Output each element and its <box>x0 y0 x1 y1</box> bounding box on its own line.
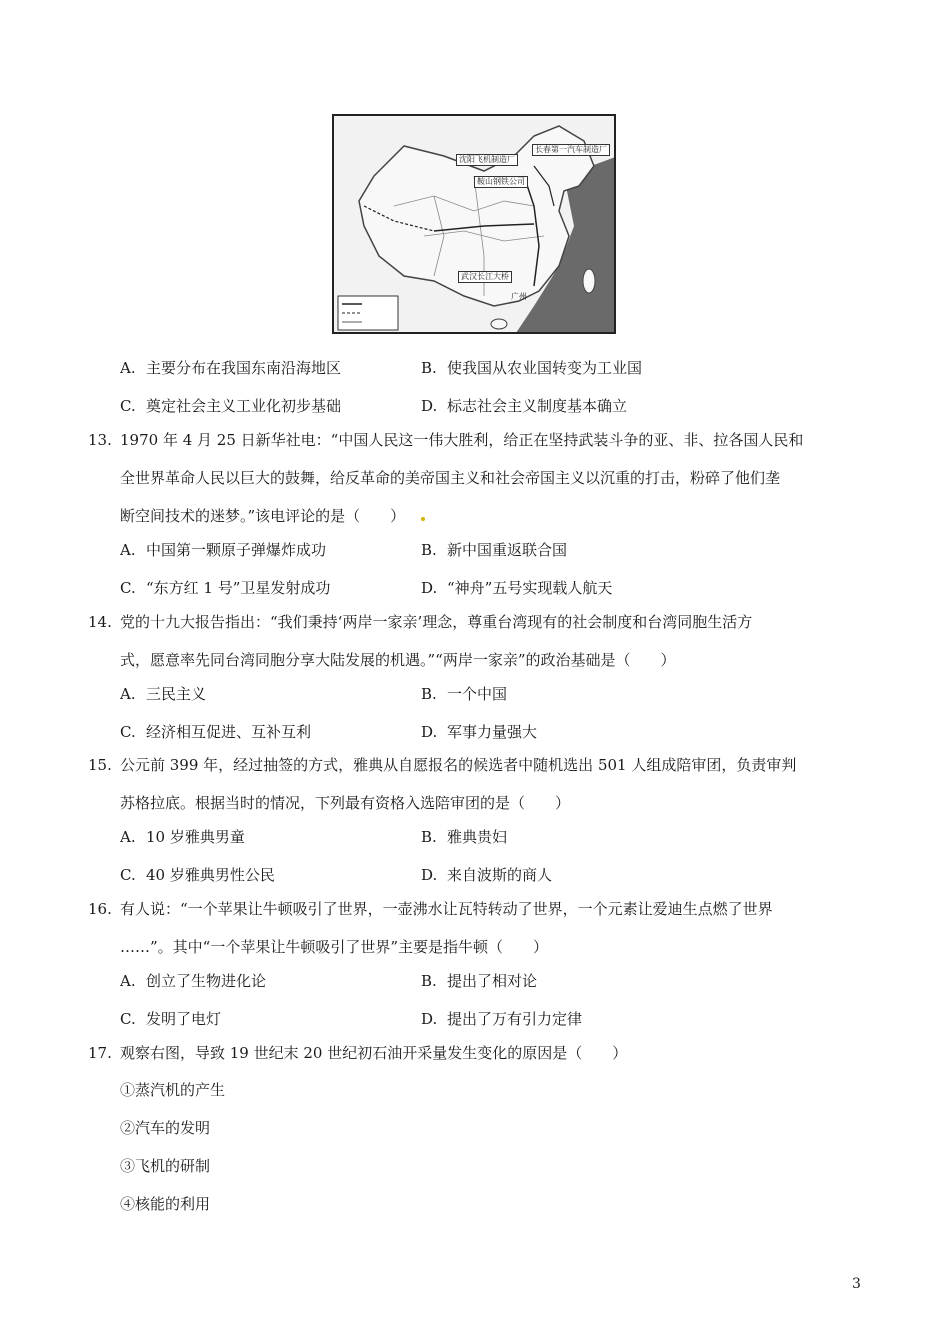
q14-number: 14. <box>88 613 112 631</box>
q14-option-a: A. 三民主义 <box>120 685 207 703</box>
q14-option-b: B. 一个中国 <box>421 685 508 703</box>
map-label-wuhan: 武汉长江大桥 <box>458 271 512 283</box>
q13-number: 13. <box>88 431 112 449</box>
map-label-shenyang: 沈阳飞机制造厂 <box>456 154 518 166</box>
q13-option-a: A. 中国第一颗原子弹爆炸成功 <box>120 541 327 559</box>
q17-number: 17. <box>88 1044 112 1062</box>
q17-item-4: ④核能的利用 <box>120 1195 211 1213</box>
stray-mark <box>421 517 425 521</box>
q14-option-c: C. 经济相互促进、互补互利 <box>120 723 312 741</box>
q13-stem-line-3: 断空间技术的迷梦。”该电评论的是（ ） <box>120 507 406 525</box>
map-label-guangzhou: 广州 <box>511 292 527 301</box>
map-label-anshan: 鞍山钢铁公司 <box>474 176 528 188</box>
q15-stem-line-1: 公元前 399 年，经过抽签的方式，雅典从自愿报名的候选者中随机选出 501 人组成陪审团，负责审判 <box>120 756 797 774</box>
q14-option-d: D. 军事力量强大 <box>421 723 538 741</box>
q12-option-d: D. 标志社会主义制度基本确立 <box>421 397 628 415</box>
q12-option-b: B. 使我国从农业国转变为工业国 <box>421 359 643 377</box>
q17-item-2: ②汽车的发明 <box>120 1119 211 1137</box>
q16-stem-line-1: 有人说：“一个苹果让牛顿吸引了世界，一壶沸水让瓦特转动了世界，一个元素让爱迪生点燃了世界 <box>120 900 773 918</box>
q13-option-d: D. “神舟”五号实现载人航天 <box>421 579 613 597</box>
q15-stem-line-2: 苏格拉底。根据当时的情况，下列最有资格入选陪审团的是（ ） <box>120 794 571 812</box>
q13-option-b: B. 新中国重返联合国 <box>421 541 568 559</box>
q17-item-3: ③飞机的研制 <box>120 1157 211 1175</box>
q15-number: 15. <box>88 756 112 774</box>
q13-stem-line-2: 全世界革命人民以巨大的鼓舞，给反革命的美帝国主义和社会帝国主义以沉重的打击，粉碎了他们垄 <box>120 469 781 487</box>
page-number: 3 <box>852 1276 861 1292</box>
q16-number: 16. <box>88 900 112 918</box>
q15-option-d: D. 来自波斯的商人 <box>421 866 553 884</box>
q16-option-b: B. 提出了相对论 <box>421 972 538 990</box>
q15-option-b: B. 雅典贵妇 <box>421 828 508 846</box>
q16-option-a: A. 创立了生物进化论 <box>120 972 267 990</box>
q13-option-c: C. “东方红 1 号”卫星发射成功 <box>120 579 331 597</box>
q17-stem-line-1: 观察右图，导致 19 世纪末 20 世纪初石油开采量发生变化的原因是（ ） <box>120 1044 628 1062</box>
q14-stem-line-2: 式，愿意率先同台湾同胞分享大陆发展的机遇。”“两岸一家亲”的政治基础是（ ） <box>120 651 676 669</box>
q16-option-c: C. 发明了电灯 <box>120 1010 222 1028</box>
q16-stem-line-2: ……”。其中“一个苹果让牛顿吸引了世界”主要是指牛顿（ ） <box>120 938 549 956</box>
q17-item-1: ①蒸汽机的产生 <box>120 1081 226 1099</box>
map-figure <box>332 114 616 334</box>
q12-option-c: C. 奠定社会主义工业化初步基础 <box>120 397 342 415</box>
q12-option-a: A. 主要分布在我国东南沿海地区 <box>120 359 342 377</box>
q16-option-d: D. 提出了万有引力定律 <box>421 1010 583 1028</box>
q15-option-c: C. 40 岁雅典男性公民 <box>120 866 275 884</box>
q15-option-a: A. 10 岁雅典男童 <box>120 828 245 846</box>
q14-stem-line-1: 党的十九大报告指出：“我们秉持‘两岸一家亲’理念，尊重台湾现有的社会制度和台湾同胞生活方 <box>120 613 753 631</box>
q13-stem-line-1: 1970 年 4 月 25 日新华社电：“中国人民这一伟大胜利，给正在坚持武装斗争的亚、非、拉各国人民和 <box>120 431 804 449</box>
map-label-changchun: 长春第一汽车制造厂 <box>532 144 610 156</box>
